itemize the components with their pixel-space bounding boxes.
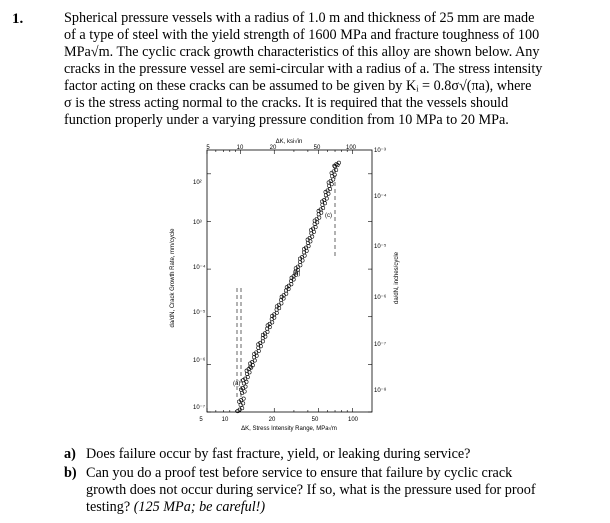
right-tick-label: 10⁻⁵ [374, 244, 387, 250]
top-tick-label: 5 [206, 145, 210, 151]
bottom-tick-label: 100 [347, 417, 359, 423]
right-tick-label: 10⁻³ [374, 148, 386, 154]
region-label-c: (c) [325, 213, 332, 219]
question-b-last-line [86, 499, 586, 516]
left-tick-label: 10⁻⁶ [193, 358, 206, 364]
right-tick-label: 10⁻⁶ [374, 295, 387, 301]
question-b-hint: (125 MPa; be careful!) [133, 499, 266, 515]
region-label-a: (a) [233, 381, 241, 387]
bottom-tick-label: 20 [268, 417, 276, 423]
question-number: 1. [12, 11, 24, 27]
right-tick-label: 10⁻⁸ [374, 388, 387, 394]
top-tick-label: 10 [236, 145, 244, 151]
problem-line: cracks in the pressure vessel are semi-circular with a radius of a. The stress intensity [64, 61, 543, 77]
left-tick-label: 10⁻⁴ [193, 265, 206, 271]
question-a-text: Does failure occur by fast fracture, yield, or leaking during service? [86, 446, 471, 462]
question-b-label: b) [64, 465, 77, 481]
region-label-b: (b) [293, 271, 301, 277]
left-axis-title: da/dN, Crack Growth Rate, mm/cycle [170, 228, 176, 328]
top-tick-label: 50 [313, 145, 321, 151]
right-tick-label: 10⁻⁷ [374, 342, 387, 348]
right-axis-title: da/dN, inches/cycle [394, 251, 400, 305]
bottom-tick-label: 50 [311, 417, 319, 423]
bottom-tick-label: 5 [199, 417, 203, 423]
crack-growth-chart [165, 138, 410, 433]
right-tick-label: 10⁻⁴ [374, 194, 387, 200]
left-tick-label: 10⁻⁵ [193, 310, 206, 316]
bottom-axis-title: ΔK, Stress Intensity Range, MPa√m [241, 426, 337, 432]
left-tick-label: 10³ [193, 220, 202, 226]
left-tick-label: 10² [193, 180, 202, 186]
problem-line: σ is the stress acting normal to the cracks. It is required that the vessels should [64, 95, 509, 111]
top-axis-title: ΔK, ksi√in [275, 139, 303, 145]
top-tick-label: 100 [345, 145, 357, 151]
question-b-text: Can you do a proof test before service to ensure that failure by cyclic crack [86, 465, 513, 481]
problem-line: of a type of steel with the yield strength of 1600 MPa and fracture toughness of 100 [64, 27, 540, 43]
problem-line: Spherical pressure vessels with a radius of 1.0 m and thickness of 25 mm are made [64, 10, 535, 26]
problem-line: function properly under a varying pressure condition from 10 MPa to 20 MPa. [64, 112, 509, 128]
question-b-text: growth does not occur during service? If so, what is the pressure used for proof [86, 482, 536, 498]
problem-line: factor acting on these cracks can be assumed to be given by Kᵢ = 0.8σ√(πa), where [64, 78, 532, 94]
crack-growth-plot [165, 138, 410, 433]
problem-statement [64, 10, 568, 129]
problem-line: MPa√m. The cyclic crack growth characteristics of this alloy are shown below. Any [64, 44, 540, 60]
question-a-label: a) [64, 446, 76, 462]
bottom-tick-label: 10 [221, 417, 229, 423]
question-b-text: testing? [86, 499, 134, 515]
top-tick-label: 20 [269, 145, 277, 151]
data-points [236, 161, 341, 413]
left-tick-label: 10⁻⁷ [193, 405, 206, 411]
